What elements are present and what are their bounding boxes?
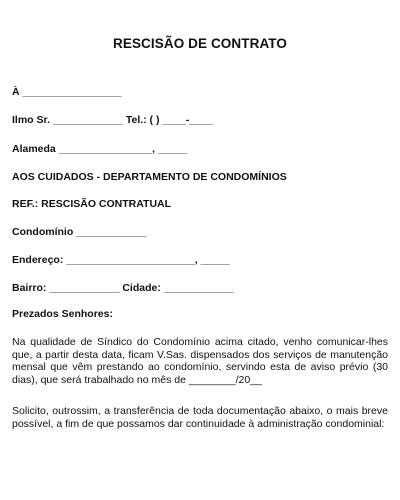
attention-line: AOS CUIDADOS - DEPARTAMENTO DE CONDOMÍNIOS [12,171,287,183]
condominium-line: Condomínio ____________ [12,226,147,238]
salutation: Prezados Senhores: [12,308,113,320]
alameda-line: Alameda ________________, _____ [12,143,188,155]
neighborhood-city-line: Bairro: ____________ Cidade: ____________ [12,282,234,294]
ilmo-tel-line: Ilmo Sr. ____________ Tel.: ( ) ____-____ [12,114,213,126]
address-line: Endereço: ______________________, _____ [12,254,230,266]
document-title: RESCISÃO DE CONTRATO [112,36,287,51]
reference-line: REF.: RESCISÃO CONTRATUAL [12,198,172,210]
body-paragraph-1: Na qualidade de Síndico do Condomínio acima citado, venho comunicar-lhes que, a partir desta data, ficam V.Sas. dispensados dos serviços de manutenção mensal que vêm prestando ao condomínio, servindo esta de aviso prévio (30 dias), que será trabalhado no mês de ________/20__ [12,336,388,386]
body-paragraph-2: Solicito, outrossim, a transferência de toda documentação abaixo, o mais breve possível, a fim de que possamos dar continuidade à administração condominial: [12,405,388,430]
recipient-line: À _________________ [12,86,122,98]
